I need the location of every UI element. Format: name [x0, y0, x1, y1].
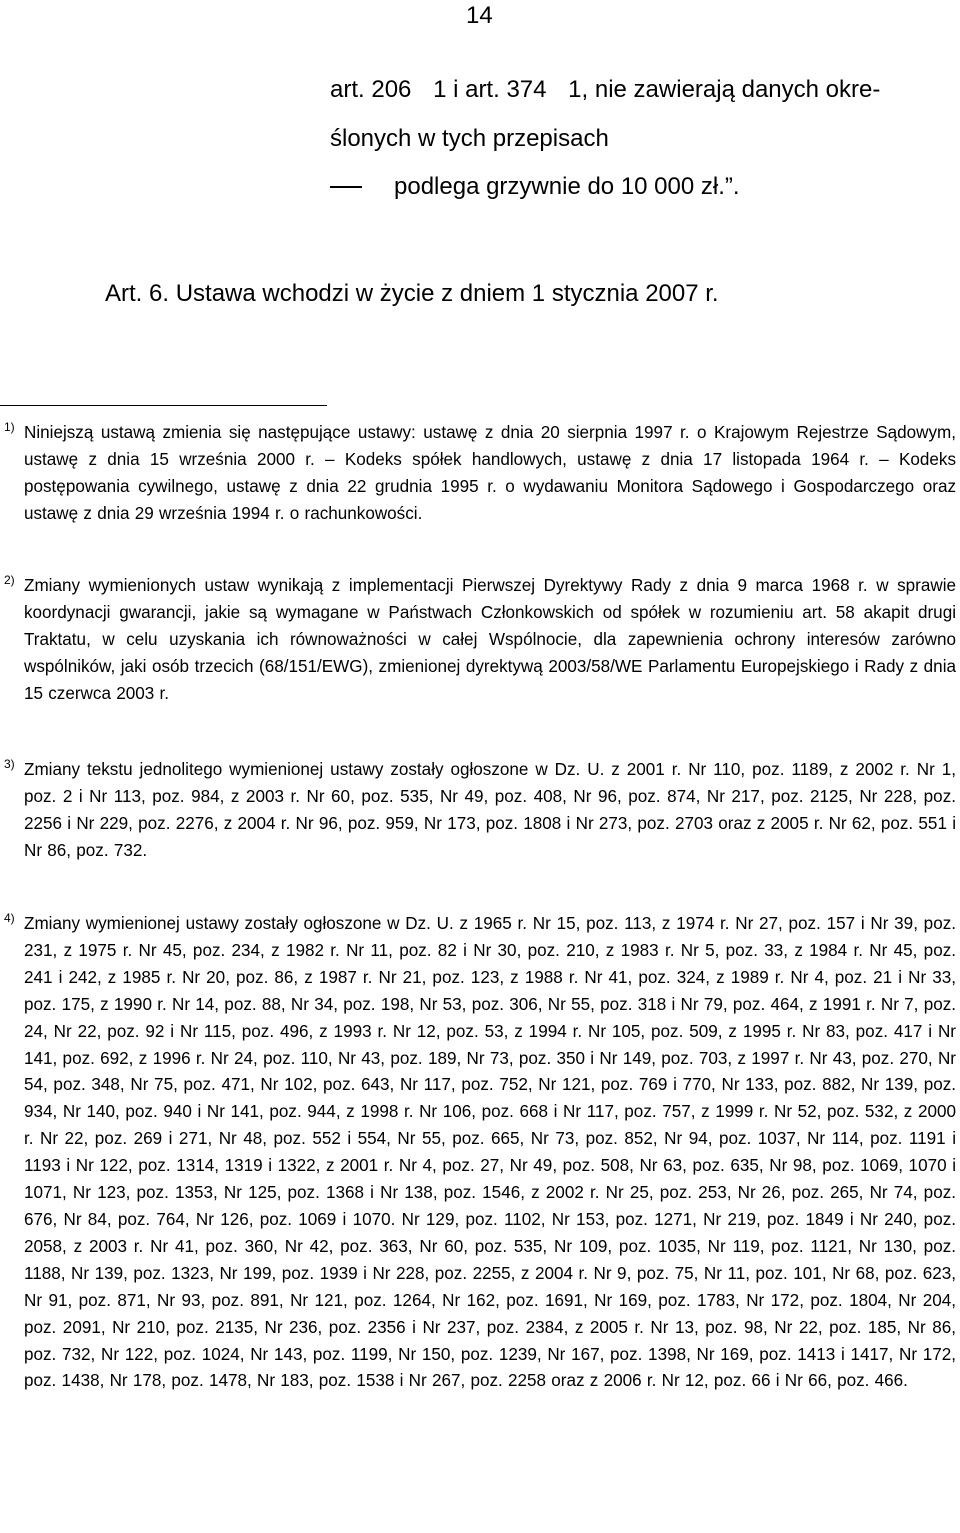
footnote-2: Zmiany wymienionych ustaw wynikają z implementacji Pierwszej Dyrektywy Rady z dnia 9 marca 1968 r. w sprawie koordynacji gwarancji, jakie są wymagane w Państwach Członkowskich od spółek w rozumieniu art. 58 akapit drugi Traktatu, w celu uzyskania ich równoważności w całej Wspólnocie, dla zapewnienia ochrony interesów zarówno wspólników, jaki osób trzecich (68/151/EWG), zmienionej dyrektywą 2003/58/WE Parlamentu Europejskiego i Rady z dnia 15 czerwca 2003 r. [24, 576, 956, 703]
page-number: 14 [466, 2, 493, 29]
paragraph-sign-icon: ​ [546, 81, 562, 101]
article-line-1-start: art. 206 [330, 76, 412, 103]
article-line-1 [330, 76, 880, 105]
footnote-marker: 4) [4, 911, 15, 925]
footnote-4: Zmiany wymienionej ustawy zostały ogłoszone w Dz. U. z 1965 r. Nr 15, poz. 113, z 1974 r. Nr 27, poz. 157 i Nr 39, poz. 231, z 1975 r. Nr 45, poz. 234, z 1982 r. Nr 11, poz. 82 i Nr 30, poz. 210, z 1983 r. Nr 5, poz. 33, z 1984 r. Nr 45, poz. 241 i 242, z 1985 r. Nr 20, poz. 86, z 1987 r. Nr 21, poz. 123, z 1988 r. Nr 41, poz. 324, z 1989 r. Nr 4, poz. 21 i Nr 33, poz. 175, z 1990 r. Nr 14, poz. 88, Nr 34, poz. 198, Nr 53, poz. 306, Nr 55, poz. 318 i Nr 79, poz. 464, z 1991 r. Nr 7, poz. 24, Nr 22, poz. 92 i Nr 115, poz. 496, z 1993 r. Nr 12, poz. 53, z 1994 r. Nr 105, poz. 509, z 1995 r. Nr 83, poz. 417 i Nr 141, poz. 692, z 1996 r. Nr 24, poz. 110, Nr 43, poz. 189, Nr 73, poz. 350 i Nr 149, poz. 703, z 1997 r. Nr 43, poz. 270, Nr 54, poz. 348, Nr 75, poz. 471, Nr 102, poz. 643, Nr 117, poz. 752, Nr 121, poz. 769 i 770, Nr 133, poz. 882, Nr 139, poz. 934, Nr 140, poz. 940 i Nr 141, poz. 944, z 1998 r. Nr 106, poz. 668 i Nr 117, poz. 757, z 1999 r. Nr 52, poz. 532, z 2000 r. Nr 22, poz. 269 i 271, Nr 48, poz. 552 i 554, Nr 55, poz. 665, Nr 73, poz. 852, Nr 94, poz. 1037, Nr 114, poz. 1191 i 1193 i Nr 122, poz. 1314, 1319 i 1322, z 2001 r. Nr 4, poz. 27, Nr 49, poz. 508, Nr 63, poz. 635, Nr 98, poz. 1069, 1070 i 1071, Nr 123, poz. 1353, Nr 125, poz. 1368 i Nr 138, poz. 1546, z 2002 r. Nr 25, poz. 253, Nr 26, poz. 265, Nr 74, poz. 676, Nr 84, poz. 764, Nr 126, poz. 1069 i 1070. Nr 129, poz. 1102, Nr 153, poz. 1271, Nr 219, poz. 1849 i Nr 240, poz. 2058, z 2003 r. Nr 41, poz. 360, Nr 42, poz. 363, Nr 60, poz. 535, Nr 109, poz. 1035, Nr 119, poz. 1121, Nr 130, poz. 1188, Nr 139, poz. 1323, Nr 199, poz. 1939 i Nr 228, poz. 2255, z 2004 r. Nr 9, poz. 75, Nr 11, poz. 101, Nr 68, poz. 623, Nr 91, poz. 871, Nr 93, poz. 891, Nr 121, poz. 1264, Nr 162, poz. 1691, Nr 169, poz. 1783, Nr 172, poz. 1804, Nr 204, poz. 2091, Nr 210, poz. 2135, Nr 236, poz. 2356 i Nr 237, poz. 2384, z 2005 r. Nr 13, poz. 98, Nr 22, poz. 185, Nr 86, poz. 732, Nr 122, poz. 1024, Nr 143, poz. 1199, Nr 150, poz. 1239, Nr 167, poz. 1398, Nr 169, poz. 1413 i 1417, Nr 172, poz. 1438, Nr 178, poz. 1478, Nr 183, poz. 1538 i Nr 267, poz. 2258 oraz z 2006 r. Nr 12, poz. 66 i Nr 66, poz. 466. [24, 914, 956, 1391]
dash-icon [330, 186, 362, 188]
footnote-marker: 2) [4, 573, 15, 587]
footnote-1: Niniejszą ustawą zmienia się następujące ustawy: ustawę z dnia 20 sierpnia 1997 r. o Krajowym Rejestrze Sądowym, ustawę z dnia 15 września 2000 r. – Kodeks spółek handlowych, ustawę z dnia 17 listopada 1964 r. – Kodeks postępowania cywilnego, ustawę z dnia 22 grudnia 1995 r. o wydawaniu Monitora Sądowego i Gospodarczego oraz ustawę z dnia 29 września 1994 r. o rachunkowości. [24, 423, 956, 523]
paragraph-sign-icon: ​ [411, 81, 427, 101]
article-line-2: ślonych w tych przepisach [330, 125, 609, 152]
footnote-3: Zmiany tekstu jednolitego wymienionej ustawy zostały ogłoszone w Dz. U. z 2001 r. Nr 110, poz. 1189, z 2002 r. Nr 1, poz. 2 i Nr 113, poz. 984, z 2003 r. Nr 60, poz. 535, Nr 49, poz. 408, Nr 96, poz. 874, Nr 217, poz. 2125, Nr 228, poz. 2256 i Nr 229, poz. 2276, z 2004 r. Nr 96, poz. 959, Nr 173, poz. 1808 i Nr 273, poz. 2703 oraz z 2005 r. Nr 62, poz. 551 i Nr 86, poz. 732. [24, 760, 956, 860]
footnote-marker: 1) [4, 420, 15, 434]
footnote-marker: 3) [4, 757, 15, 771]
footnote-separator [0, 405, 327, 406]
article-line-1-mid: 1 i art. 374 [433, 76, 547, 103]
article-line-3 [330, 173, 740, 201]
article-line-1-end: 1, nie zawierają danych okre- [568, 76, 881, 103]
article-line-3-text: podlega grzywnie do 10 000 zł.”. [394, 173, 740, 200]
article-6: Art. 6. Ustawa wchodzi w życie z dniem 1 stycznia 2007 r. [105, 280, 719, 307]
